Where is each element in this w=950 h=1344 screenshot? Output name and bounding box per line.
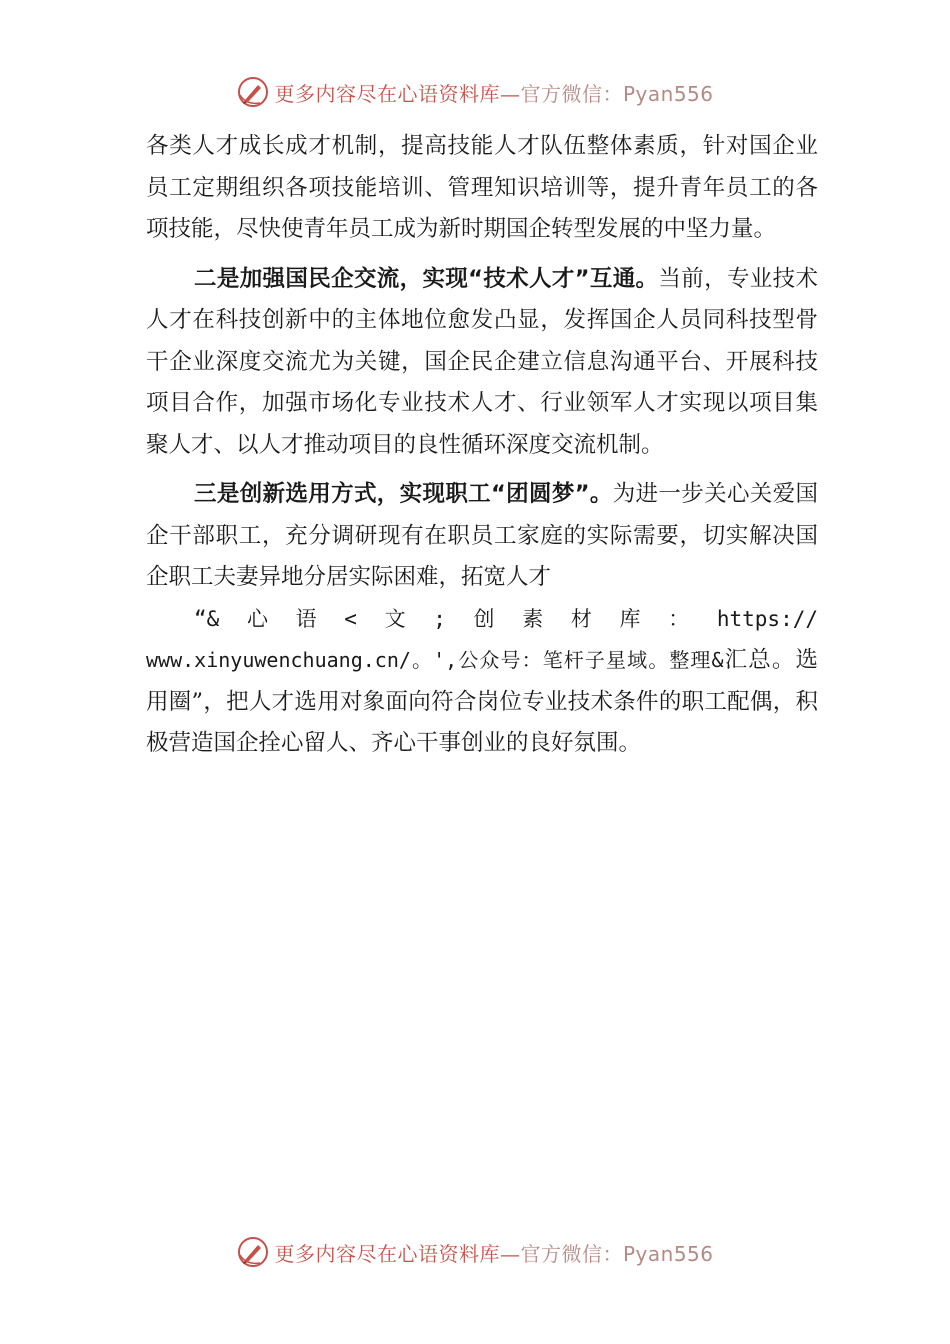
footer-watermark	[0, 1232, 950, 1272]
watermark-wechat-label: 官方微信：	[520, 81, 623, 106]
paragraph-1	[146, 126, 818, 251]
paragraph-3-lead: 三是创新选用方式，实现职工“团圆梦”。	[194, 481, 613, 507]
paragraph-1-text: 各类人才成长成才机制，提高技能人才队伍整体素质，针对国企业员工定期组织各项技能培训、管理知识培训等，提升青年员工的各项技能，尽快使青年员工成为新时期国企转型发展的中坚力量。	[146, 133, 818, 242]
watermark-separator: —	[499, 1241, 521, 1266]
paragraph-3-url-line: www.xinyuwenchuang.cn/。',公众号：笔杆子星域。整理&	[146, 648, 724, 672]
paragraph-2	[146, 259, 818, 467]
document-body	[146, 126, 818, 765]
pen-logo-icon	[236, 75, 270, 109]
pen-logo-icon	[236, 1235, 270, 1269]
watermark-separator: —	[499, 81, 521, 106]
watermark-wechat-id: Pyan556	[622, 81, 714, 106]
paragraph-3-spread-line: “&心语<文;创素材库：https://	[194, 606, 818, 631]
watermark-wechat-label: 官方微信：	[520, 1241, 623, 1266]
watermark-text	[274, 78, 713, 107]
header-watermark	[0, 72, 950, 112]
paragraph-3-text-after: 汇总。选用圈”，把人才选用对象面向符合岗位专业技术条件的职工配偶，积极营造国企拴心留人、齐心干事创业的良好氛围。	[146, 647, 818, 756]
watermark-text	[274, 1238, 713, 1267]
paragraph-2-lead: 二是加强国民企交流，实现“技术人才”互通。	[194, 265, 659, 292]
paragraph-3	[146, 474, 818, 765]
paragraph-3-text-before: 为进一步关心关爱国企干部职工，充分调研现有在职员工家庭的实际需要，切实解决国企职工夫妻异地分居实际困难，拓宽人才	[146, 481, 818, 590]
watermark-site: 更多内容尽在心语资料库	[274, 1241, 500, 1266]
watermark-site: 更多内容尽在心语资料库	[274, 81, 500, 106]
paragraph-2-text: 当前，专业技术人才在科技创新中的主体地位愈发凸显，发挥国企人员同科技型骨干企业深度交流尤为关键，国企民企建立信息沟通平台、开展科技项目合作，加强市场化专业技术人才、行业领军人才实现以项目集聚人才、以人才推动项目的良性循环深度交流机制。	[146, 265, 818, 458]
watermark-wechat-id: Pyan556	[622, 1241, 714, 1266]
